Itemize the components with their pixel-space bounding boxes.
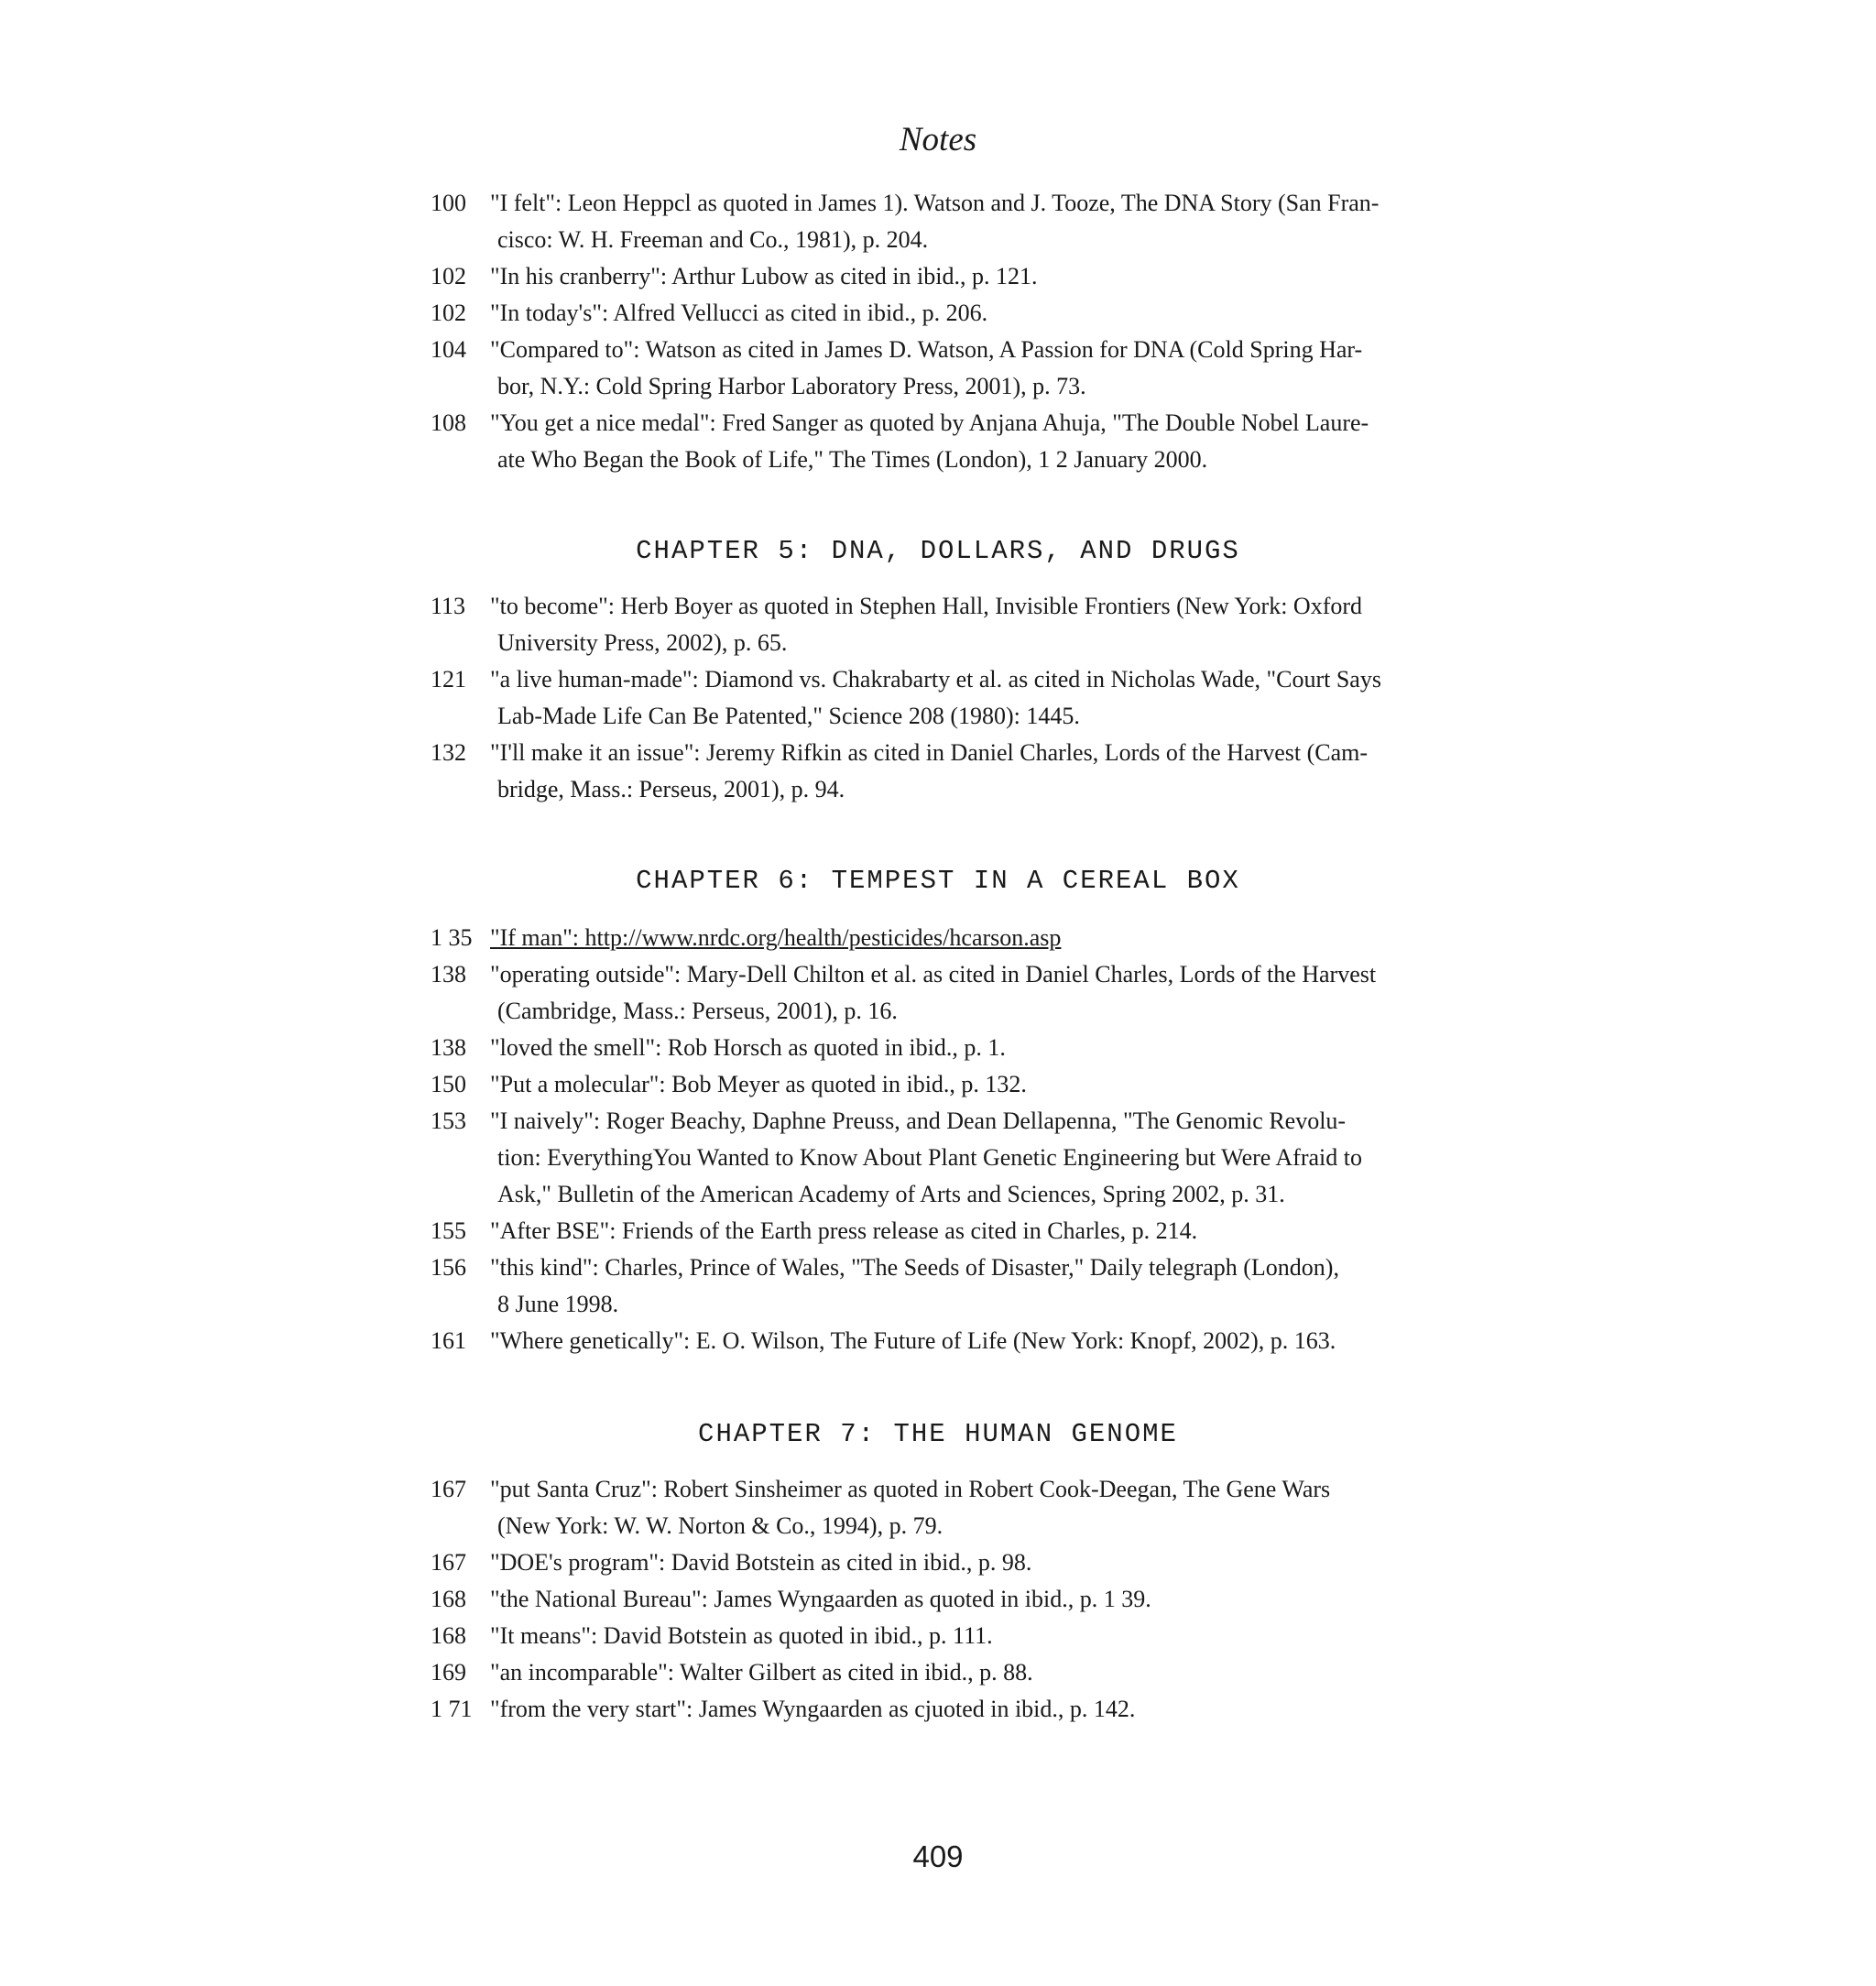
note-text-link[interactable]: "If man": http://www.nrdc.org/health/pesticides/hcarson.asp: [490, 924, 1062, 951]
note-page-number: 153: [431, 1108, 466, 1134]
note-text: "this kind": Charles, Prince of Wales, "The Seeds of Disaster," Daily telegraph (London),: [490, 1254, 1339, 1281]
note-page-number: 156: [431, 1254, 466, 1281]
note-page-number: 113: [431, 593, 466, 619]
note-text: "After BSE": Friends of the Earth press release as cited in Charles, p. 214.: [490, 1217, 1198, 1244]
note-page-number: 138: [431, 1034, 466, 1061]
note-text-continued: bridge, Mass.: Perseus, 2001), p. 94.: [497, 776, 845, 802]
note-text-continued: Ask," Bulletin of the American Academy of Arts and Sciences, Spring 2002, p. 31.: [497, 1181, 1285, 1207]
note-page-number: 121: [431, 666, 466, 693]
note-page-number: 1 71: [431, 1696, 473, 1722]
note-text: "a live human-made": Diamond vs. Chakrabarty et al. as cited in Nicholas Wade, "Court Says: [490, 666, 1381, 693]
chapter-heading: CHAPTER 5: DNA, DOLLARS, AND DRUGS: [636, 536, 1240, 566]
note-page-number: 102: [431, 300, 466, 326]
note-text-continued: (New York: W. W. Norton & Co., 1994), p. 79.: [497, 1512, 943, 1539]
note-page-number: 138: [431, 961, 466, 988]
page-title: Notes: [899, 121, 977, 158]
note-page-number: 1 35: [431, 924, 473, 951]
note-text-continued: tion: EverythingYou Wanted to Know About Plant Genetic Engineering but Were Afraid to: [497, 1144, 1362, 1171]
note-text: "to become": Herb Boyer as quoted in Stephen Hall, Invisible Frontiers (New York: Oxford: [490, 593, 1363, 619]
note-text: "Compared to": Watson as cited in James D. Watson, A Passion for DNA (Cold Spring Har-: [490, 336, 1363, 363]
note-text: "Put a molecular": Bob Meyer as quoted in ibid., p. 132.: [490, 1071, 1027, 1097]
note-page-number: 168: [431, 1622, 466, 1649]
note-text: "from the very start": James Wyngaarden as cjuoted in ibid., p. 142.: [490, 1696, 1136, 1722]
note-page-number: 150: [431, 1071, 466, 1097]
note-text: "I naively": Roger Beachy, Daphne Preuss, and Dean Dellapenna, "The Genomic Revolu-: [490, 1108, 1347, 1134]
note-text: "operating outside": Mary-Dell Chilton et al. as cited in Daniel Charles, Lords of the Harvest: [490, 961, 1377, 988]
note-page-number: 155: [431, 1217, 466, 1244]
note-text: "In today's": Alfred Vellucci as cited in ibid., p. 206.: [490, 300, 988, 326]
page-number: 409: [912, 1839, 964, 1873]
note-page-number: 167: [431, 1549, 466, 1576]
note-text: "DOE's program": David Botstein as cited in ibid., p. 98.: [490, 1549, 1032, 1576]
note-text: "the National Bureau": James Wyngaarden as quoted in ibid., p. 1 39.: [490, 1586, 1151, 1612]
note-text-continued: bor, N.Y.: Cold Spring Harbor Laboratory Press, 2001), p. 73.: [497, 373, 1086, 399]
chapter-heading: CHAPTER 6: TEMPEST IN A CEREAL BOX: [636, 866, 1240, 896]
note-text: "put Santa Cruz": Robert Sinsheimer as quoted in Robert Cook-Deegan, The Gene Wars: [490, 1476, 1331, 1502]
note-text-continued: Lab-Made Life Can Be Patented," Science 208 (1980): 1445.: [497, 703, 1080, 729]
note-text-continued: cisco: W. H. Freeman and Co., 1981), p. 204.: [497, 226, 929, 253]
note-page-number: 167: [431, 1476, 466, 1502]
note-text: "In his cranberry": Arthur Lubow as cited in ibid., p. 121.: [490, 263, 1038, 289]
note-page-number: 100: [431, 190, 466, 216]
note-text-continued: 8 June 1998.: [497, 1291, 619, 1317]
note-page-number: 132: [431, 739, 466, 766]
note-text-continued: ate Who Began the Book of Life," The Times (London), 1 2 January 2000.: [497, 446, 1208, 473]
note-text: "I'll make it an issue": Jeremy Rifkin as cited in Daniel Charles, Lords of the Harvest (Cam-: [490, 739, 1369, 766]
note-page-number: 104: [431, 336, 466, 363]
note-text-continued: (Cambridge, Mass.: Perseus, 2001), p. 16.: [497, 998, 898, 1024]
note-text: "Where genetically": E. O. Wilson, The Future of Life (New York: Knopf, 2002), p. 163.: [490, 1327, 1336, 1354]
note-text: "It means": David Botstein as quoted in ibid., p. 111.: [490, 1622, 993, 1649]
note-page-number: 102: [431, 263, 466, 289]
note-page-number: 161: [431, 1327, 466, 1354]
note-text: "loved the smell": Rob Horsch as quoted in ibid., p. 1.: [490, 1034, 1006, 1061]
chapter-heading: CHAPTER 7: THE HUMAN GENOME: [698, 1419, 1178, 1449]
note-text-continued: University Press, 2002), p. 65.: [497, 629, 788, 656]
note-page-number: 108: [431, 409, 466, 436]
note-page-number: 169: [431, 1659, 466, 1686]
note-text: "You get a nice medal": Fred Sanger as quoted by Anjana Ahuja, "The Double Nobel Laure-: [490, 409, 1369, 436]
note-text: "an incomparable": Walter Gilbert as cited in ibid., p. 88.: [490, 1659, 1033, 1686]
note-page-number: 168: [431, 1586, 466, 1612]
note-text: "I felt": Leon Heppcl as quoted in James 1). Watson and J. Tooze, The DNA Story (San Fran-: [490, 190, 1380, 216]
